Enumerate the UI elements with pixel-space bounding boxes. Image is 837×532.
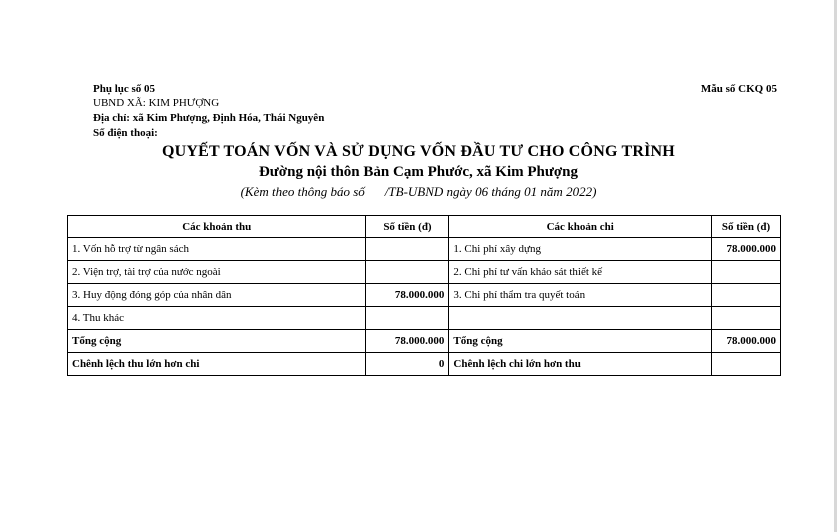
table-row (68, 238, 781, 261)
revenue-amount: 78.000.000 (366, 284, 449, 307)
expense-surplus-amount (711, 353, 780, 376)
revenue-total-label: Tổng cộng (68, 330, 366, 353)
revenue-surplus-amount: 0 (366, 353, 449, 376)
header-revenue-amount: Số tiền (đ) (366, 216, 449, 238)
total-row (68, 330, 781, 353)
expense-total-label: Tổng cộng (449, 330, 712, 353)
expense-surplus-label: Chênh lệch chi lớn hơn thu (449, 353, 712, 376)
header-expense-amount: Số tiền (đ) (711, 216, 780, 238)
form-number: Mẫu số CKQ 05 (700, 83, 777, 95)
note-part1: (Kèm theo thông báo số (240, 184, 365, 199)
revenue-item: 3. Huy động đóng góp của nhân dân (68, 284, 366, 307)
document-note (0, 184, 837, 200)
document-subtitle: Đường nội thôn Bản Cạm Phước, xã Kim Phượng (258, 164, 579, 180)
phone-label: Số điện thoại: (93, 127, 158, 139)
address-label: Địa chỉ: xã Kim Phượng, Định Hóa, Thái Nguyên (93, 112, 325, 124)
table-row (68, 261, 781, 284)
expense-item (449, 307, 712, 330)
expense-amount (711, 261, 780, 284)
revenue-surplus-label: Chênh lệch thu lớn hơn chi (68, 353, 366, 376)
expense-amount (711, 307, 780, 330)
settlement-table (67, 215, 781, 376)
revenue-amount (366, 307, 449, 330)
document-title: QUYẾT TOÁN VỐN VÀ SỬ DỤNG VỐN ĐẦU TƯ CHO CÔNG TRÌNH (162, 143, 675, 160)
table-header-row (68, 216, 781, 238)
revenue-amount (366, 238, 449, 261)
note-part2: /TB-UBND ngày 06 tháng 01 năm 2022) (384, 184, 597, 199)
header-revenue: Các khoản thu (68, 216, 366, 238)
expense-amount (711, 284, 780, 307)
revenue-item: 1. Vốn hỗ trợ từ ngân sách (68, 238, 366, 261)
revenue-item: 2. Viện trợ, tài trợ của nước ngoài (68, 261, 366, 284)
revenue-amount (366, 261, 449, 284)
expense-item: 2. Chi phí tư vấn khảo sát thiết kế (449, 261, 712, 284)
revenue-total-amount: 78.000.000 (366, 330, 449, 353)
expense-item: 3. Chi phí thẩm tra quyết toán (449, 284, 712, 307)
committee-label: UBND XÃ: KIM PHƯỢNG (93, 97, 220, 109)
table-row (68, 307, 781, 330)
table-row (68, 284, 781, 307)
expense-total-amount: 78.000.000 (711, 330, 780, 353)
difference-row (68, 353, 781, 376)
expense-item: 1. Chi phí xây dựng (449, 238, 712, 261)
header-expense: Các khoản chi (449, 216, 712, 238)
expense-amount: 78.000.000 (711, 238, 780, 261)
appendix-label: Phụ lục số 05 (93, 83, 156, 95)
revenue-item: 4. Thu khác (68, 307, 366, 330)
